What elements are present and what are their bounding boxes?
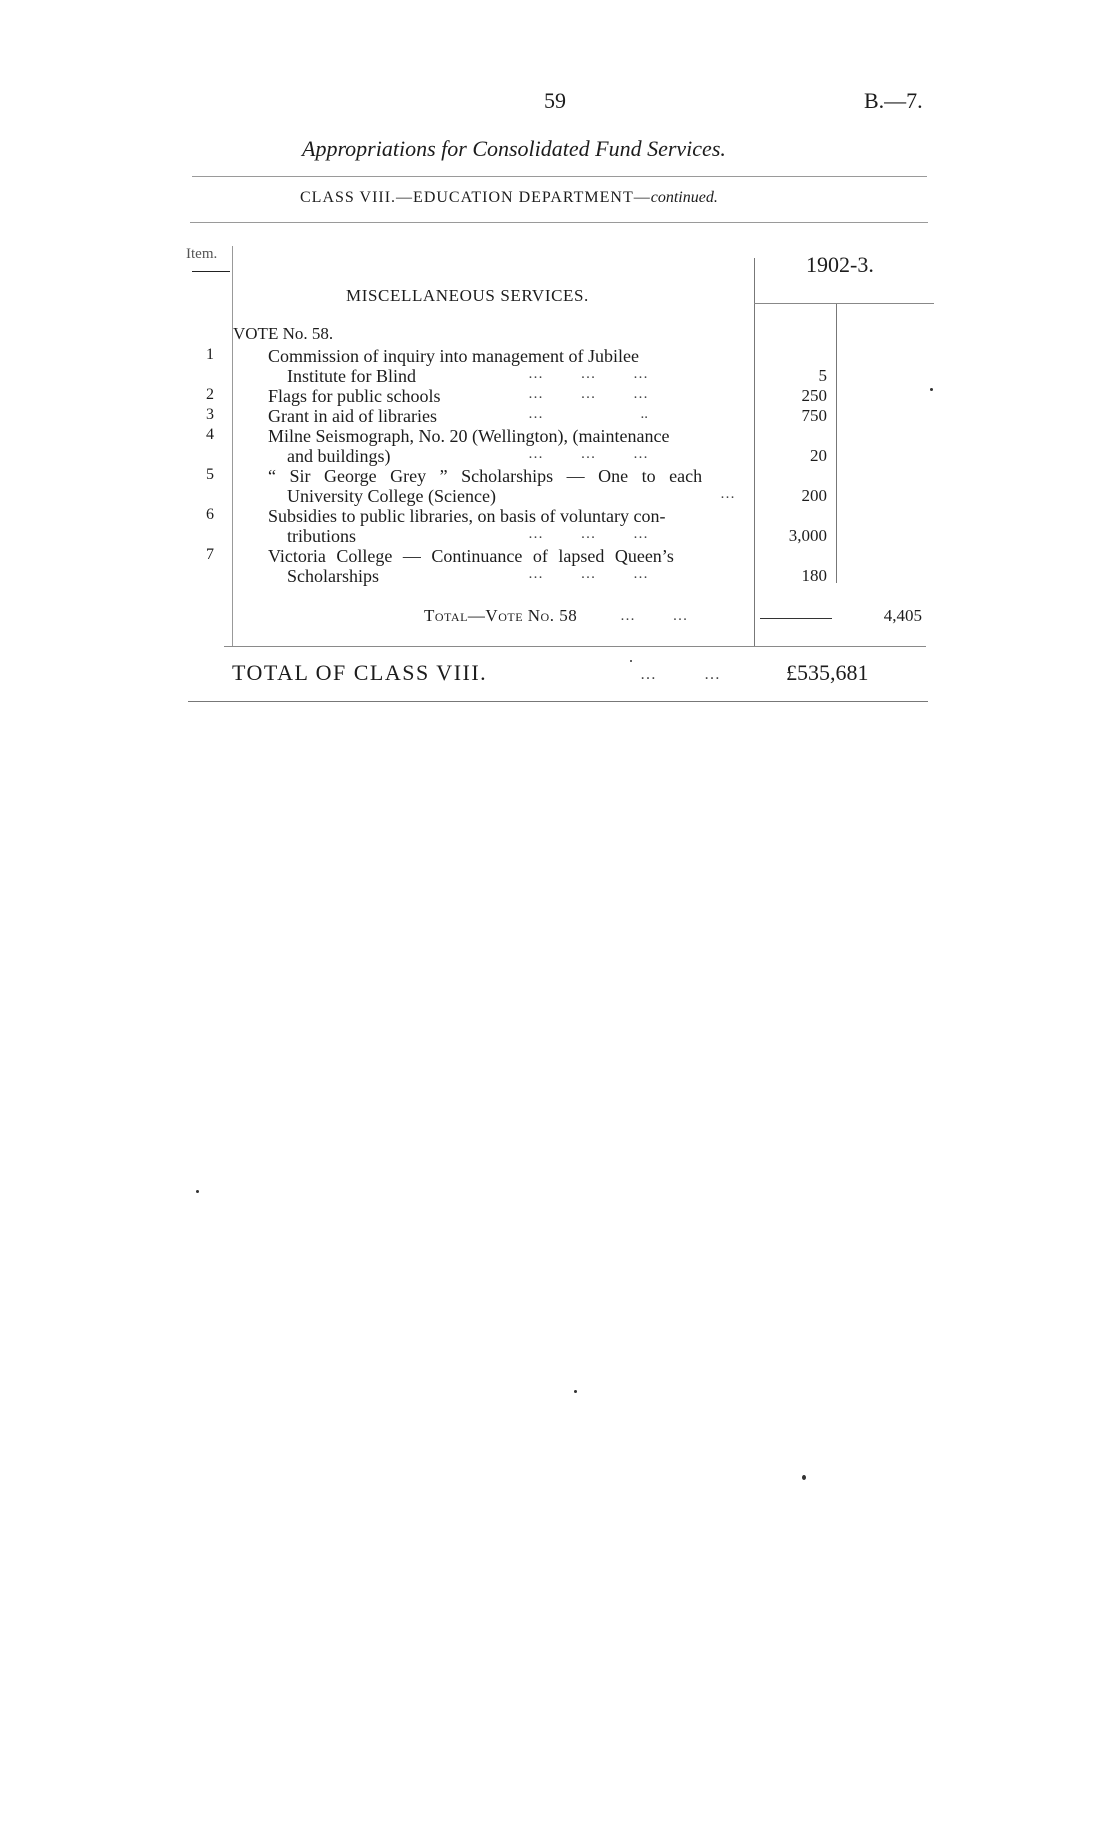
- item-description-line2: and buildings): [287, 446, 391, 466]
- leader-dots: … ..: [528, 406, 648, 422]
- item-number: 4: [206, 426, 214, 443]
- page-number: 59: [544, 88, 566, 113]
- vote-total-amount: 4,405: [883, 606, 922, 625]
- vote-total-label: Total—Vote No. 58: [424, 606, 578, 625]
- amount-column-left-divider: [754, 258, 755, 646]
- item-amount: 200: [801, 486, 827, 505]
- item-amount: 3,000: [788, 526, 827, 545]
- item-description-line2: Scholarships: [287, 566, 379, 586]
- item-amount: 180: [801, 566, 827, 585]
- vote-label: VOTE No. 58.: [233, 324, 334, 343]
- item-text: Commission of inquiry into management of Jubilee: [268, 346, 639, 366]
- item-amount: 750: [801, 406, 827, 425]
- item-description-line1: [268, 346, 749, 366]
- leader-dots: …: [720, 486, 735, 502]
- vote-total-rule: [760, 618, 832, 619]
- item-number: 2: [206, 386, 214, 403]
- leader-dots: … … …: [528, 386, 648, 402]
- scan-speck: [574, 1390, 577, 1393]
- item-number: 5: [206, 466, 214, 483]
- item-number: 3: [206, 406, 214, 423]
- paper-reference: B.—7.: [864, 88, 923, 113]
- item-column-divider: [232, 246, 233, 646]
- item-description-line1: Victoria College — Continuance of lapsed Queen’s: [268, 546, 674, 566]
- class-heading-main: CLASS VIII.—EDUCATION DEPARTMENT—: [300, 189, 651, 206]
- item-number: 7: [206, 546, 214, 563]
- rule-above-class-total: [224, 646, 926, 647]
- amount-column-right-divider: [836, 303, 837, 583]
- item-description-line1: Grant in aid of libraries: [268, 406, 437, 426]
- page-title: Appropriations for Consolidated Fund Services.: [302, 136, 726, 161]
- leader-dots: … … …: [528, 566, 648, 582]
- item-column-header: Item.: [186, 246, 218, 262]
- leader-dots: … … …: [528, 446, 648, 462]
- amount-header-rule: [754, 303, 934, 304]
- item-description-line2: Institute for Blind: [287, 366, 416, 386]
- scan-speck: [630, 660, 632, 662]
- item-amount: 250: [801, 386, 827, 405]
- rule-bottom: [188, 701, 928, 702]
- item-header-underline: [192, 271, 230, 272]
- scan-speck: [802, 1475, 806, 1480]
- scan-speck: [930, 388, 933, 391]
- rule-under-class: [190, 222, 928, 223]
- leader-dots: … …: [620, 608, 688, 624]
- item-description-line2: tributions: [287, 526, 357, 546]
- item-description-line1: Flags for public schools: [268, 386, 441, 406]
- item-number: 6: [206, 506, 214, 523]
- scan-speck: [196, 1190, 199, 1193]
- class-heading: [300, 189, 718, 207]
- item-description-line1: “ Sir George Grey ” Scholarships — One to each: [268, 466, 703, 486]
- leader-dots: … … …: [528, 366, 648, 382]
- item-amount: 20: [810, 446, 827, 465]
- item-number: 1: [206, 346, 214, 363]
- item-description-line1: Milne Seismograph, No. 20 (Wellington), (maintenance: [268, 426, 670, 446]
- item-description-line1: Subsidies to public libraries, on basis of voluntary con-: [268, 506, 666, 526]
- item-amount: 5: [818, 366, 827, 385]
- leader-dots: … … …: [528, 526, 648, 542]
- class-total-label: TOTAL OF CLASS VIII.: [232, 660, 488, 685]
- item-description-line2: University College (Science): [287, 486, 496, 506]
- class-total-amount: £535,681: [786, 660, 869, 685]
- leader-dots: … …: [640, 666, 720, 683]
- section-title: MISCELLANEOUS SERVICES.: [346, 286, 589, 305]
- year-column-header: 1902-3.: [806, 252, 874, 277]
- rule-under-title: [192, 176, 927, 177]
- class-heading-continued: continued.: [650, 189, 718, 206]
